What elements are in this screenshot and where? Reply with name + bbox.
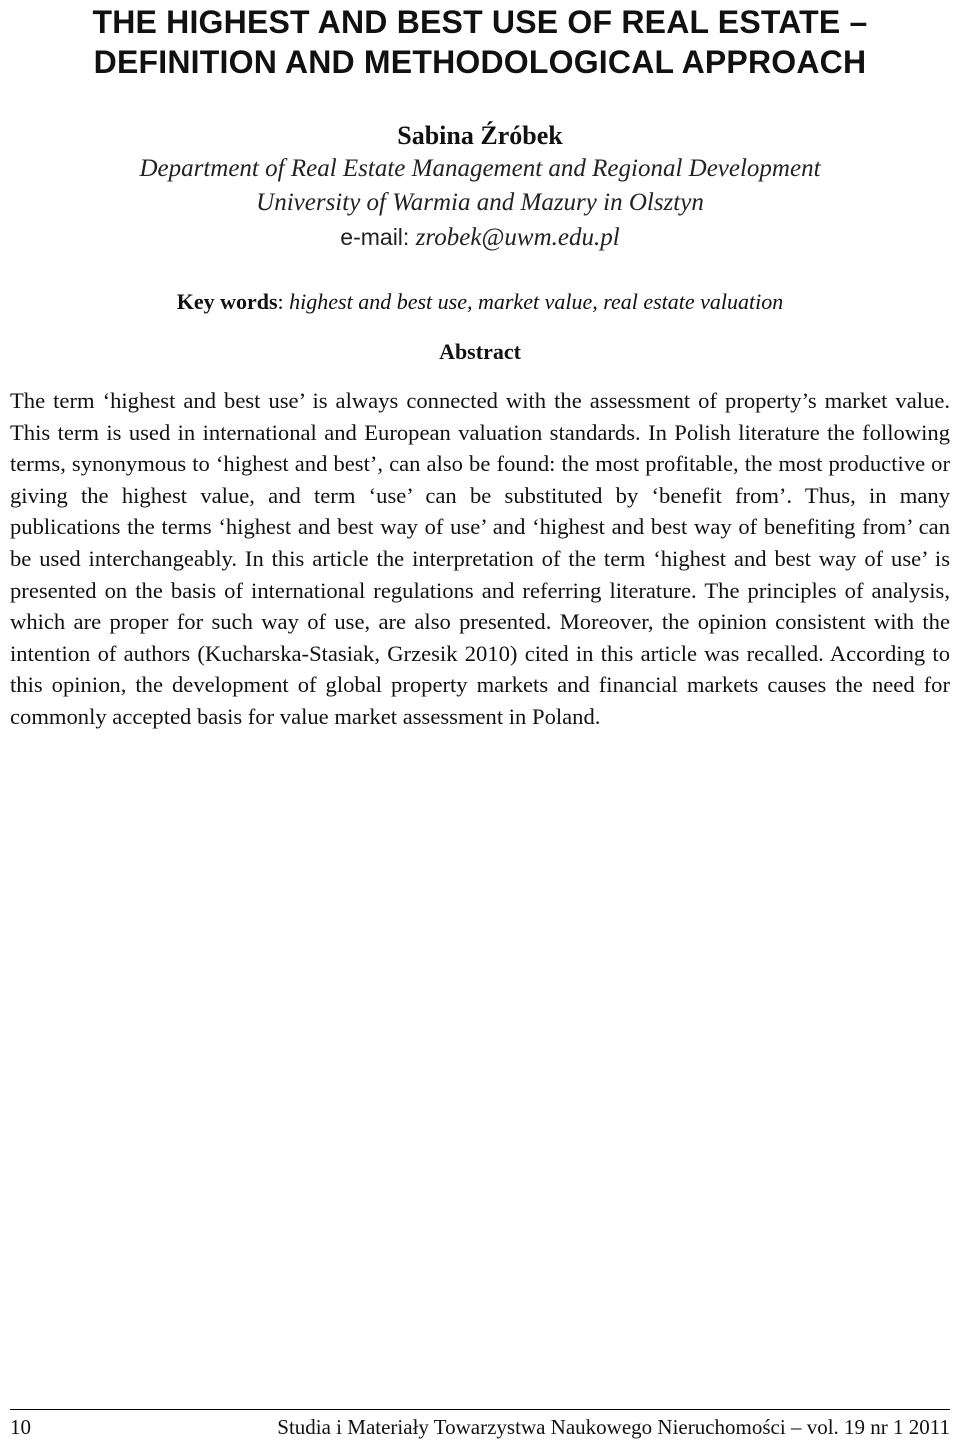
- paper-title-line-1: THE HIGHEST AND BEST USE OF REAL ESTATE –: [92, 4, 868, 40]
- author-department: Department of Real Estate Management and Regional Development: [139, 155, 821, 182]
- keywords-separator: :: [277, 289, 290, 314]
- keywords-text: highest and best use, market value, real estate valuation: [289, 289, 784, 314]
- email-address: zrobek@uwm.edu.pl: [415, 224, 620, 251]
- journal-citation: Studia i Materiały Towarzystwa Naukowego Nieruchomości – vol. 19 nr 1 2011: [277, 1415, 950, 1439]
- abstract-body: The term ‘highest and best use’ is always connected with the assessment of property’s market value. This term is used in international and European valuation standards. In Polish literature the following terms, synonymous to ‘highest and best’, can also be found: the most profitable, the most productive or giving the highest value, and term ‘use’ can be substituted by ‘benefit from’. Thus, in many publications the terms ‘highest and best way of use’ and ‘highest and best way of benefiting from’ can be used interchangeably. In this article the interpretation of the term ‘highest and best way of use’ is presented on the basis of international regulations and referring literature. The principles of analysis, which are proper for such way of use, are also presented. Moreover, the opinion consistent with the intention of authors (Kucharska-Stasiak, Grzesik 2010) cited in this article was recalled. According to this opinion, the development of global property markets and financial markets causes the need for commonly accepted basis for value market assessment in Poland.: [10, 388, 950, 729]
- email-label: e-mail:: [340, 224, 416, 250]
- author-block: [10, 120, 950, 255]
- author-email: [10, 220, 950, 255]
- keywords-label: Key words: [176, 289, 278, 314]
- abstract-heading: Abstract: [439, 339, 521, 364]
- footer-divider: [10, 1409, 950, 1410]
- author-name: Sabina Źróbek: [397, 121, 563, 150]
- paper-page: [10, 0, 950, 755]
- paper-title-line-2: DEFINITION AND METHODOLOGICAL APPROACH: [93, 44, 867, 80]
- paper-title: [10, 0, 950, 82]
- author-university: University of Warmia and Mazury in Olsztyn: [256, 189, 704, 216]
- keywords: [10, 287, 950, 317]
- page-number: 10: [10, 1415, 31, 1439]
